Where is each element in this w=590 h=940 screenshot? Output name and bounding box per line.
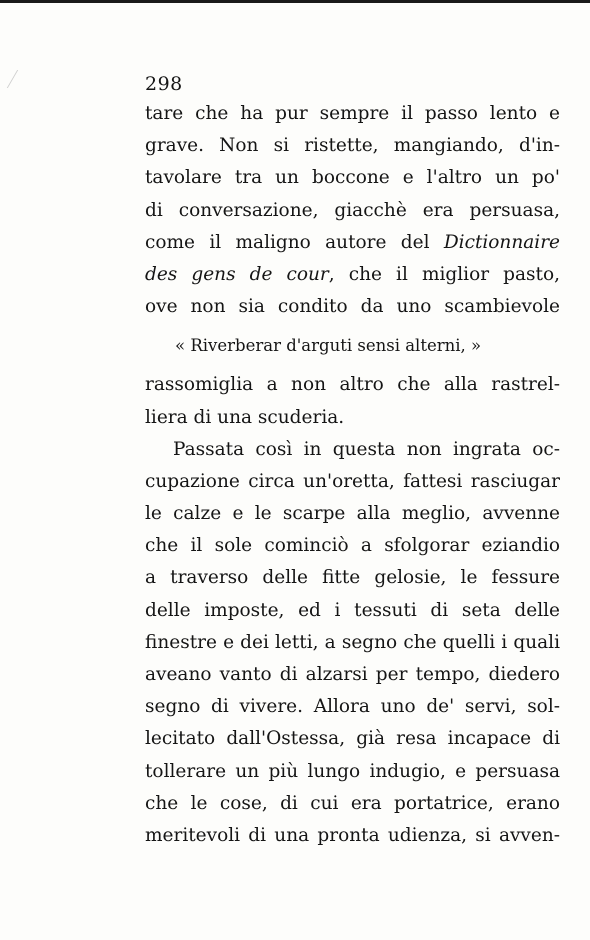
text-line: di conversazione, giacchè era persuasa, bbox=[145, 199, 560, 221]
text-span: come il maligno autore del bbox=[145, 231, 444, 253]
text-line: le calze e le scarpe alla meglio, avvenne bbox=[145, 503, 560, 525]
text-span: , che il miglior pasto, bbox=[328, 263, 560, 285]
text-line: segno di vivere. Allora uno de' servi, sol- bbox=[145, 696, 560, 718]
text-line: cupazione circa un'oretta, fattesi rasciugar bbox=[145, 470, 560, 492]
text-line: meritevoli di una pronta udienza, si avven- bbox=[145, 824, 560, 846]
paragraph-first-line: Passata così in questa non ingrata oc- bbox=[173, 438, 560, 460]
text-line bbox=[145, 259, 560, 291]
verse-quotation: « Riverberar d'arguti sensi alterni, » bbox=[175, 336, 482, 356]
text-line: aveano vanto di alzarsi per tempo, diedero bbox=[145, 664, 560, 685]
text-line: delle imposte, ed i tessuti di seta delle bbox=[145, 599, 560, 621]
text-line: tare che ha pur sempre il passo lento e bbox=[145, 103, 560, 124]
page-body bbox=[145, 74, 560, 852]
margin-mark bbox=[7, 70, 32, 88]
text-line: a traverso delle fitte gelosie, le fessure bbox=[145, 567, 560, 589]
page-top-edge bbox=[0, 0, 590, 3]
text-line: liera di una scuderia. bbox=[145, 406, 345, 428]
page-number: 298 bbox=[145, 73, 183, 95]
text-line bbox=[145, 227, 560, 259]
book-title-italic: Dictionnaire bbox=[443, 231, 560, 253]
text-line: tollerare un più lungo indugio, e persuasa bbox=[145, 760, 560, 782]
text-line: grave. Non si ristette, mangiando, d'in- bbox=[145, 135, 560, 157]
text-line: che le cose, di cui era portatrice, erano bbox=[145, 792, 560, 814]
text-line: che il sole cominciò a sfolgorar eziandio bbox=[145, 535, 560, 557]
text-line: tavolare tra un boccone e l'altro un po' bbox=[145, 167, 560, 189]
text-line: ove non sia condito da uno scambievole bbox=[145, 296, 560, 318]
text-line: finestre e dei letti, a segno che quelli i quali bbox=[145, 631, 560, 653]
book-title-italic: des gens de cour bbox=[145, 263, 329, 285]
text-line: rassomiglia a non altro che alla rastrel- bbox=[145, 374, 560, 396]
text-line: lecitato dall'Ostessa, già resa incapace di bbox=[145, 728, 560, 750]
